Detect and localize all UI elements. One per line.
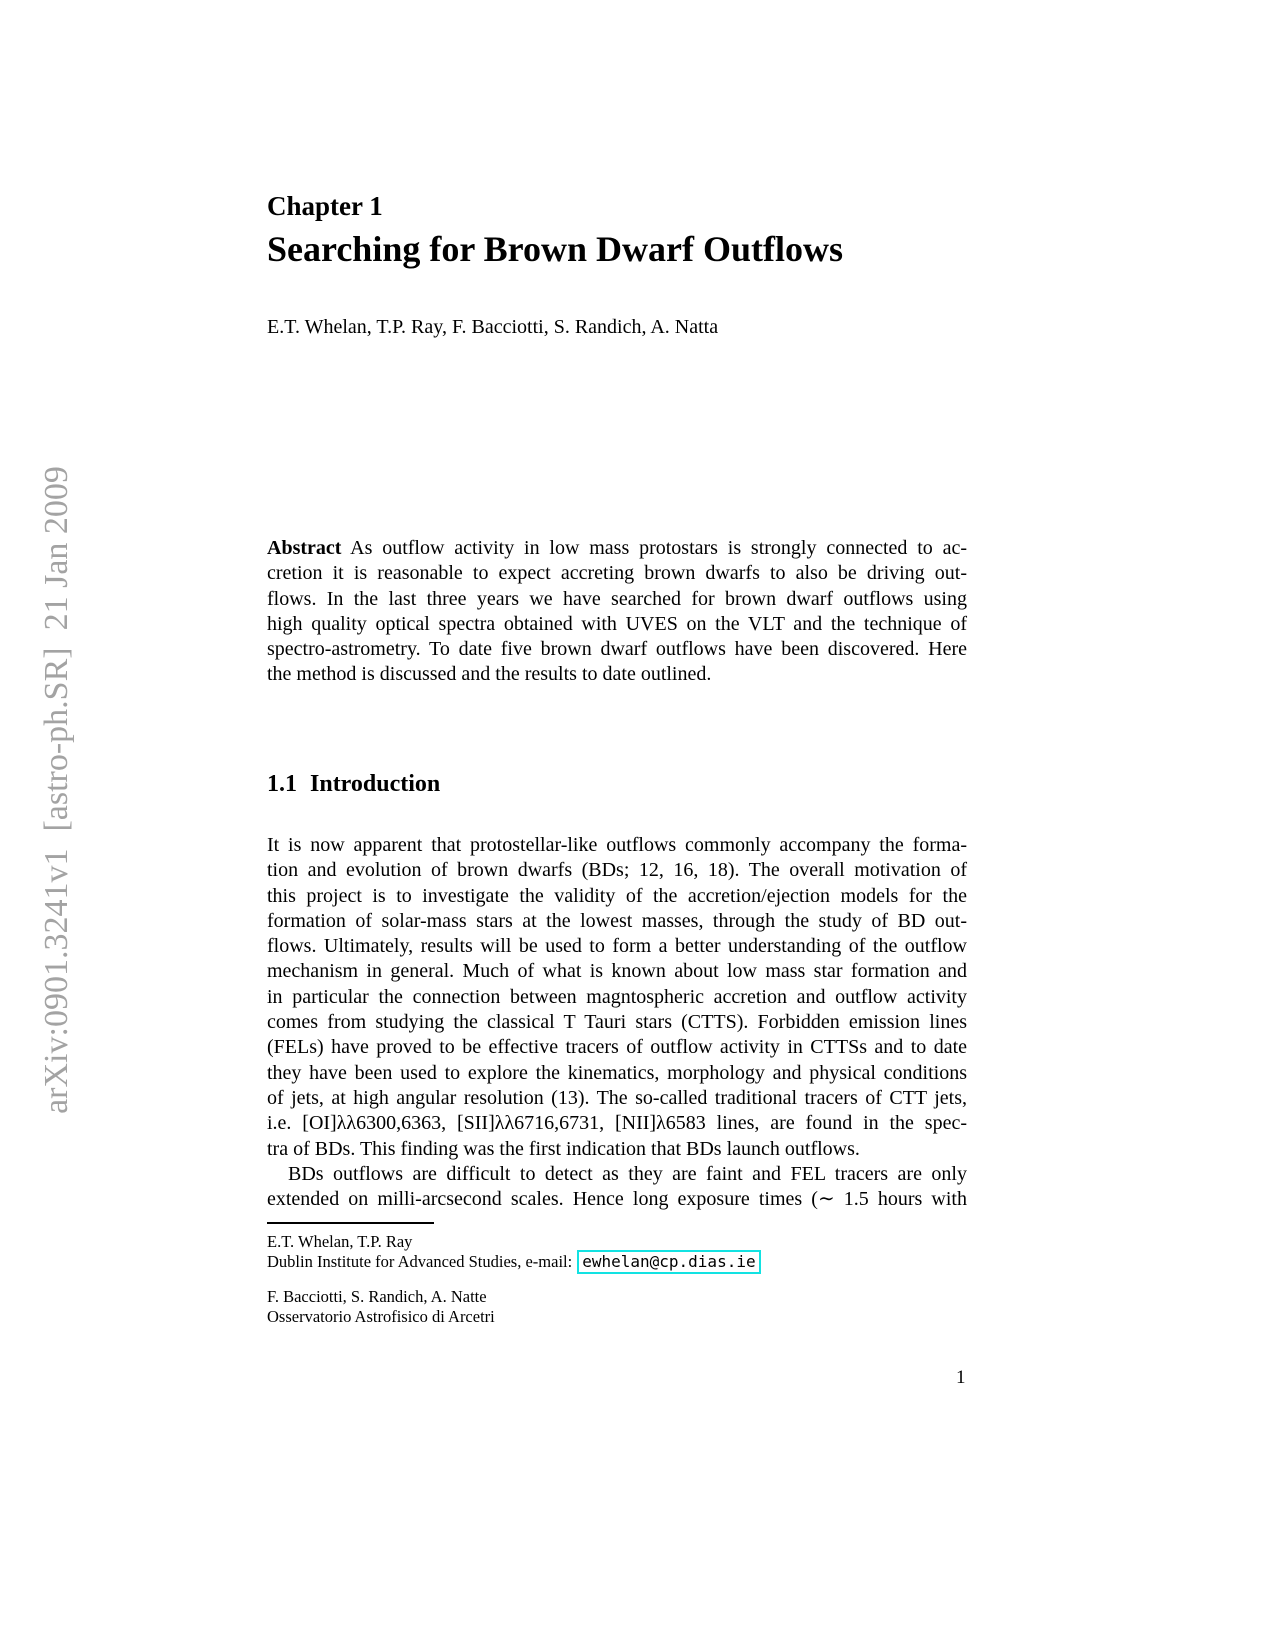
page-number: 1 [956, 1367, 966, 1388]
text-line: BDs outflows are difficult to detect as they are faint and FEL tracers are only [288, 1163, 967, 1185]
text-line: this project is to investigate the validity of the accretion/ejection models for the [267, 884, 967, 907]
section-heading-introduction [267, 772, 440, 796]
page-title: Searching for Brown Dwarf Outflows [267, 229, 843, 269]
text-line: mechanism in general. Much of what is known about low mass star formation and [267, 960, 967, 983]
footnote-affil2-names: F. Bacciotti, S. Randich, A. Natte [267, 1287, 487, 1306]
abstract [267, 536, 967, 688]
text-line: cretion it is reasonable to expect accreting brown dwarfs to also be driving out- [267, 562, 967, 585]
footnote-affil1-line [267, 1252, 967, 1272]
abstract-first-line-text: As outflow activity in low mass protostars is strongly connected to ac- [341, 537, 967, 559]
text-line: tra of BDs. This finding was the first indication that BDs launch outflows. [267, 1137, 860, 1160]
text-line: comes from studying the classical T Tauri stars (CTTS). Forbidden emission lines [267, 1011, 967, 1034]
text-line: flows. In the last three years we have searched for brown dwarf outflows using [267, 587, 967, 610]
text-line: It is now apparent that protostellar-like outflows commonly accompany the forma- [267, 834, 967, 856]
text-line: formation of solar-mass stars at the lowest masses, through the study of BD out- [267, 909, 967, 932]
footnote-rule [267, 1222, 434, 1224]
text-line: flows. Ultimately, results will be used to form a better understanding of the outflow [267, 935, 967, 958]
text-line: high quality optical spectra obtained with UVES on the VLT and the technique of [267, 612, 967, 635]
chapter-label: Chapter 1 [267, 191, 383, 221]
text-line: i.e. [OI]λλ6300,6363, [SII]λλ6716,6731, [NII]λ6583 lines, are found in the spec- [267, 1112, 967, 1135]
text-line: they have been used to explore the kinematics, morphology and physical conditions [267, 1061, 967, 1084]
abstract-first-line [267, 536, 967, 561]
text-line: spectro-astrometry. To date five brown dwarf outflows have been discovered. Here [267, 638, 967, 661]
text-line: extended on milli-arcsecond scales. Hence long exposure times (∼ 1.5 hours with [267, 1188, 967, 1211]
section-title: Introduction [310, 771, 441, 797]
footnote-affil1-institute: Dublin Institute for Advanced Studies, e-mail: [267, 1252, 573, 1271]
text-line: the method is discussed and the results to date outlined. [267, 663, 712, 686]
footnote-affil2-institute: Osservatorio Astrofisico di Arcetri [267, 1307, 495, 1326]
abstract-lines [267, 561, 967, 687]
arxiv-watermark: arXiv:0901.3241v1 [astro-ph.SR] 21 Jan 2009 [38, 466, 75, 1114]
email-link[interactable]: ewhelan@cp.dias.ie [577, 1250, 760, 1274]
abstract-label: Abstract [267, 537, 342, 559]
footnote-affil1-names: E.T. Whelan, T.P. Ray [267, 1232, 413, 1251]
text-line: in particular the connection between magntospheric accretion and outflow activity [267, 985, 967, 1008]
intro-paragraph-1 [267, 833, 967, 1162]
text-line: of jets, at high angular resolution (13). The so-called traditional tracers of CTT jets, [267, 1086, 967, 1109]
intro-paragraph-2 [267, 1162, 967, 1213]
text-line: tion and evolution of brown dwarfs (BDs; 12, 16, 18). The overall motivation of [267, 859, 967, 882]
authors-line: E.T. Whelan, T.P. Ray, F. Bacciotti, S. Randich, A. Natta [267, 316, 719, 338]
footnote-block [267, 1232, 967, 1327]
section-number: 1.1 [267, 771, 297, 797]
text-line: (FELs) have proved to be effective tracers of outflow activity in CTTSs and to date [267, 1036, 967, 1059]
